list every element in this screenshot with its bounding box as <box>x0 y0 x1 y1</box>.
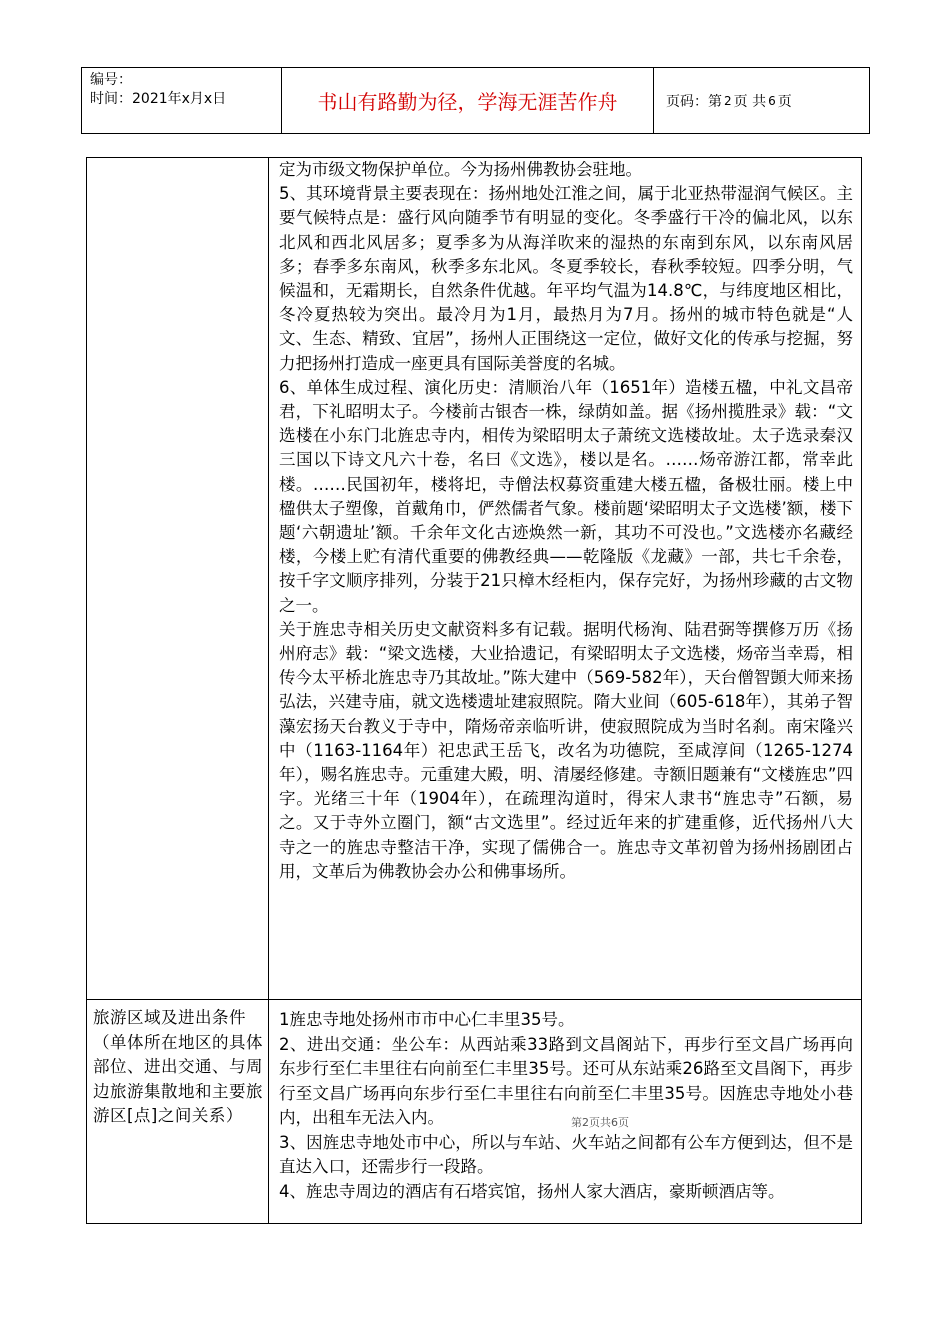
category-cell <box>87 158 269 1000</box>
header-motto: 书山有路勤为径，学海无涯苦作舟 <box>282 68 654 133</box>
page-current: 2 <box>724 93 732 108</box>
page-watermark-text: 第2页共6页 <box>571 1116 629 1129</box>
page-mid: 页 共 <box>733 93 767 110</box>
page-total: 6 <box>768 93 776 108</box>
content-cell <box>269 158 862 1000</box>
content-cell <box>269 1000 862 1224</box>
number-label: 编号： <box>90 72 132 88</box>
table-row <box>87 1000 862 1224</box>
paragraph: 1旌忠寺地处扬州市市中心仁丰里35号。 <box>279 1010 575 1029</box>
table-row <box>87 158 862 1000</box>
paragraph: 2、进出交通：坐公车：从西站乘33路到文昌阁站下，再步行至文昌广场再向东步行至仁丰里往右向前至仁丰里35号。还可从东站乘26路至文昌阁下，再步行至文昌广场再向东步行至仁丰里往右向前至仁丰里35号。因旌忠寺地处小巷内，出租车无法入内。 <box>279 1034 853 1127</box>
time-label: 时间：2021年x月x日 <box>90 91 227 107</box>
paragraph: 5、其环境背景主要表现在：扬州地处江淮之间，属于北亚热带湿润气候区。主要气候特点是：盛行风向随季节有明显的变化。冬季盛行干冷的偏北风，以东北风和西北风居多；夏季多为从海洋吹来的湿热的东南到东风，以东南风居多；春季多东南风，秋季多东北风。冬夏季较长，春秋季较短。四季分明，气候温和，无霜期长，自然条件优越。年平均气温为14.8℃，与纬度地区相比，冬冷夏热较为突出。最冷月为1月，最热月为7月。扬州的城市特色就是“人文、生态、精致、宜居”，扬州人正围绕这一定位，做好文化的传承与挖掘，努力把扬州打造成一座更具有国际美誉度的名城。 <box>279 184 853 373</box>
paragraph: 4、旌忠寺周边的酒店有石塔宾馆，扬州人家大酒店，豪斯顿酒店等。 <box>279 1181 785 1201</box>
page-suffix: 页 <box>777 93 792 110</box>
paragraph: 关于旌忠寺相关历史文献资料多有记载。据明代杨洵、陆君弼等撰修万历《扬州府志》载：“梁文选楼，大业拾遗记，有梁昭明太子文选楼，炀帝当幸焉，相传今太平桥北旌忠寺乃其故址。”陈大建中（569-582年），天台僧智顗大师来扬弘法，兴建寺庙，就文选楼遗址建寂照院。隋大业间（605-618年），其弟子智藻宏扬天台教义于寺中，隋炀帝亲临听讲，使寂照院成为当时名刹。南宋隆兴中（1163-1164年）祀忠武王岳飞，改名为功德院，至咸淳间（1265-1274年），赐名旌忠寺。元重建大殿，明、清屡经修建。寺额旧题兼有“文楼旌忠”四字。光绪三十年（1904年），在疏理沟道时，得宋人隶书“旌忠寺”石额，易之。又于寺外立圈门，额“古文选里”。经过近年来的扩建重修，近代扬州八大寺之一的旌忠寺整洁干净，实现了儒佛合一。旌忠寺文革初曾为扬州扬剧团占用，文革后为佛教协会办公和佛事场所。 <box>279 619 853 881</box>
header-meta <box>82 68 282 133</box>
info-table <box>86 157 862 1224</box>
page-indicator <box>654 68 869 133</box>
paragraph: 3、因旌忠寺地处市中心，所以与车站、火车站之间都有公车方便到达，但不是直达入口，还需步行一段路。 <box>279 1132 853 1176</box>
paragraph: 6、单体生成过程、演化历史：清顺治八年（1651年）造楼五楹，中礼文昌帝君，下礼昭明太子。今楼前古银杏一株，绿荫如盖。据《扬州揽胜录》载：“文选楼在小东门北旌忠寺内，相传为梁昭明太子萧统文选楼故址。太子选录秦汉三国以下诗文凡六十卷，名曰《文选》，楼以是名。……炀帝游江都，常幸此楼。……民国初年，楼将圯，寺僧法权募资重建大楼五楹，备极壮丽。楼上中楹供太子塑像，首戴角巾，俨然儒者气象。楼前题‘梁昭明太子文选楼’额，楼下题‘六朝遗址’额。千余年文化古迹焕然一新，其功不可没也。”文选楼亦名藏经楼，今楼上贮有清代重要的佛教经典——乾隆版《龙藏》一部，共七千余卷，按千字文顺序排列，分装于21只樟木经柜内，保存完好，为扬州珍藏的古文物之一。 <box>279 377 853 615</box>
page-prefix: 页码：第 <box>666 93 722 110</box>
page-header <box>81 67 870 134</box>
category-cell: 旅游区域及进出条件（单体所在地区的具体部位、进出交通、与周边旅游集散地和主要旅游区[点]之间关系） <box>87 1000 269 1224</box>
paragraph: 定为市级文物保护单位。今为扬州佛教协会驻地。 <box>279 160 642 179</box>
